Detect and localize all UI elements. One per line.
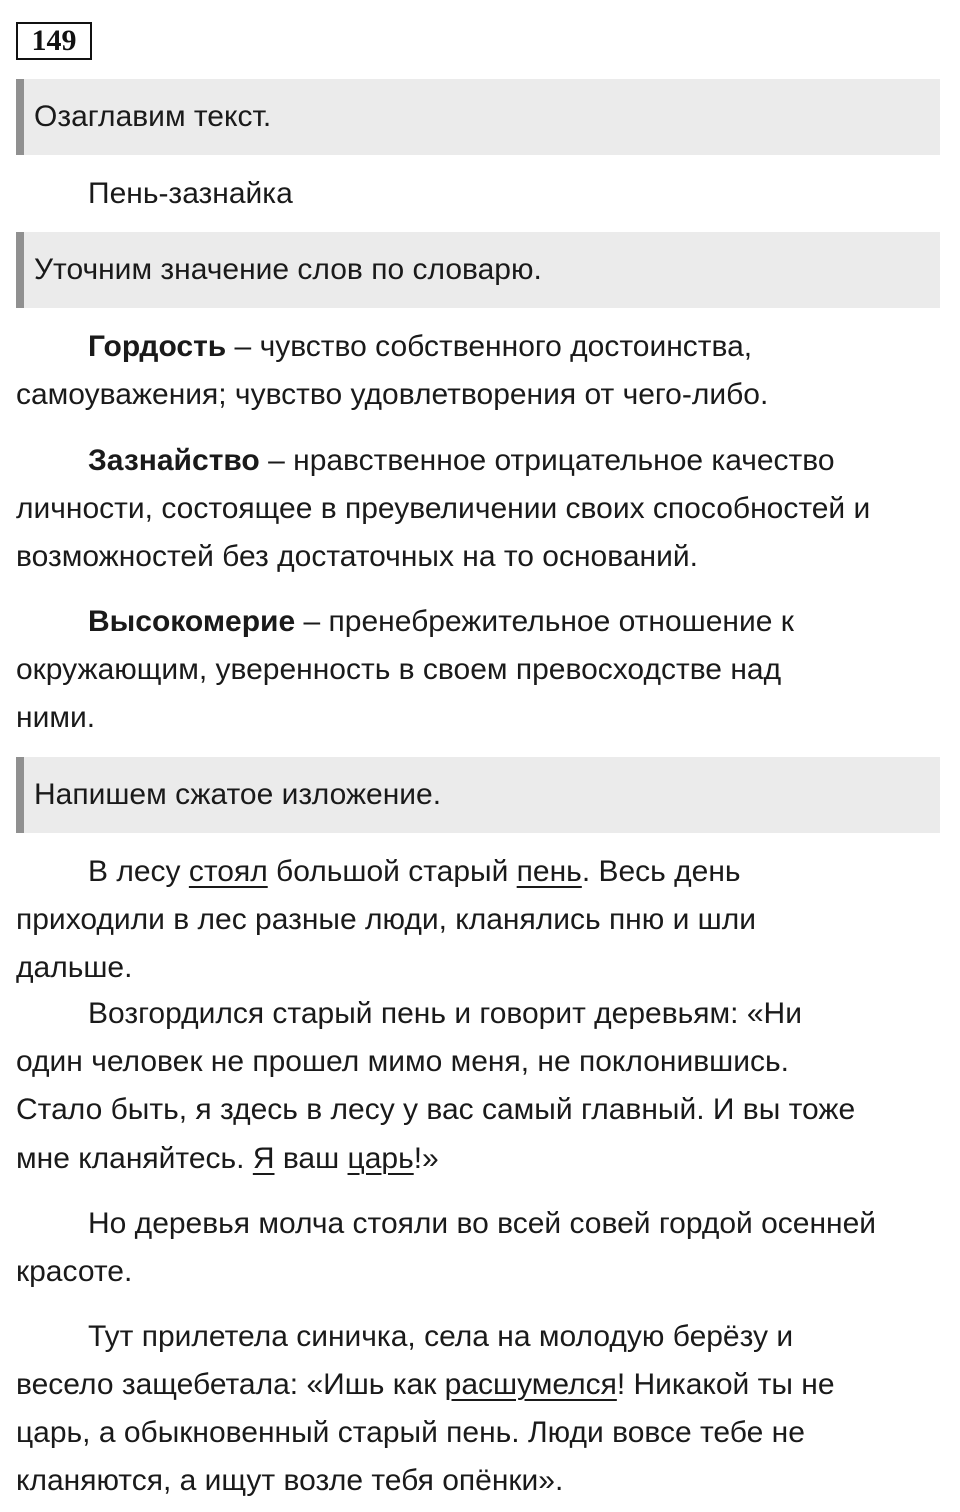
underlined-word: стоял <box>188 855 268 888</box>
story-line: Возгордился старый пень и говорит деревьям: «Ни <box>88 997 802 1030</box>
story-text: большой старый <box>267 855 517 888</box>
definition-line: самоуважения; чувство удовлетворения от чего-либо. <box>16 378 769 411</box>
story-line <box>16 1361 835 1409</box>
story-text: !» <box>413 1142 439 1175</box>
story-text: . Весь день <box>581 855 741 888</box>
instruction-bar-dictionary: Уточним значение слов по словарю. <box>16 232 940 308</box>
story-line: Стало быть, я здесь в лесу у вас самый главный. И вы тоже <box>16 1093 856 1126</box>
definition-text: – нравственное отрицательное качество <box>259 444 835 477</box>
story-line: дальше. <box>16 951 133 984</box>
story-text: В лесу <box>88 855 189 888</box>
definition-line: окружающим, уверенность в своем превосходстве над <box>16 653 782 686</box>
definition-line <box>88 323 752 371</box>
definition-term: Гордость <box>88 330 227 363</box>
story-line: кланяются, а ищут возле тебя опёнки». <box>16 1464 564 1497</box>
story-line: красоте. <box>16 1255 133 1288</box>
definition-term: Зазнайство <box>88 444 260 477</box>
definition-line: личности, состоящее в преувеличении своих способностей и <box>16 492 871 525</box>
definition-line: ними. <box>16 701 96 734</box>
story-line: Но деревья молча стояли во всей совей гордой осенней <box>88 1207 877 1240</box>
definition-line: возможностей без достаточных на то оснований. <box>16 540 698 573</box>
task-number: 149 <box>16 22 92 60</box>
story-line <box>16 1135 439 1183</box>
story-line <box>88 848 741 896</box>
story-line: Тут прилетела синичка, села на молодую берёзу и <box>88 1320 794 1353</box>
definition-text: – чувство собственного достоинства, <box>226 330 753 363</box>
story-line: один человек не прошел мимо меня, не поклонившись. <box>16 1045 789 1078</box>
definition-line <box>88 598 794 646</box>
title-answer: Пень-зазнайка <box>88 177 293 210</box>
instruction-bar-title: Озаглавим текст. <box>16 79 940 155</box>
definition-text: – пренебрежительное отношение к <box>295 605 794 638</box>
story-text: мне кланяйтесь. <box>16 1142 253 1175</box>
story-text: ваш <box>274 1142 348 1175</box>
underlined-word: царь <box>347 1142 414 1175</box>
underlined-word: Я <box>252 1142 275 1175</box>
story-text: ! Никакой ты не <box>616 1368 835 1401</box>
underlined-word: пень <box>516 855 582 888</box>
story-line: приходили в лес разные люди, кланялись пню и шли <box>16 903 757 936</box>
underlined-word: расшумелся <box>444 1368 617 1401</box>
instruction-bar-summary: Напишем сжатое изложение. <box>16 757 940 833</box>
definition-line <box>88 437 835 485</box>
definition-term: Высокомерие <box>88 605 296 638</box>
story-line: царь, а обыкновенный старый пень. Люди вовсе тебе не <box>16 1416 805 1449</box>
story-text: весело защебетала: «Ишь как <box>16 1368 445 1401</box>
